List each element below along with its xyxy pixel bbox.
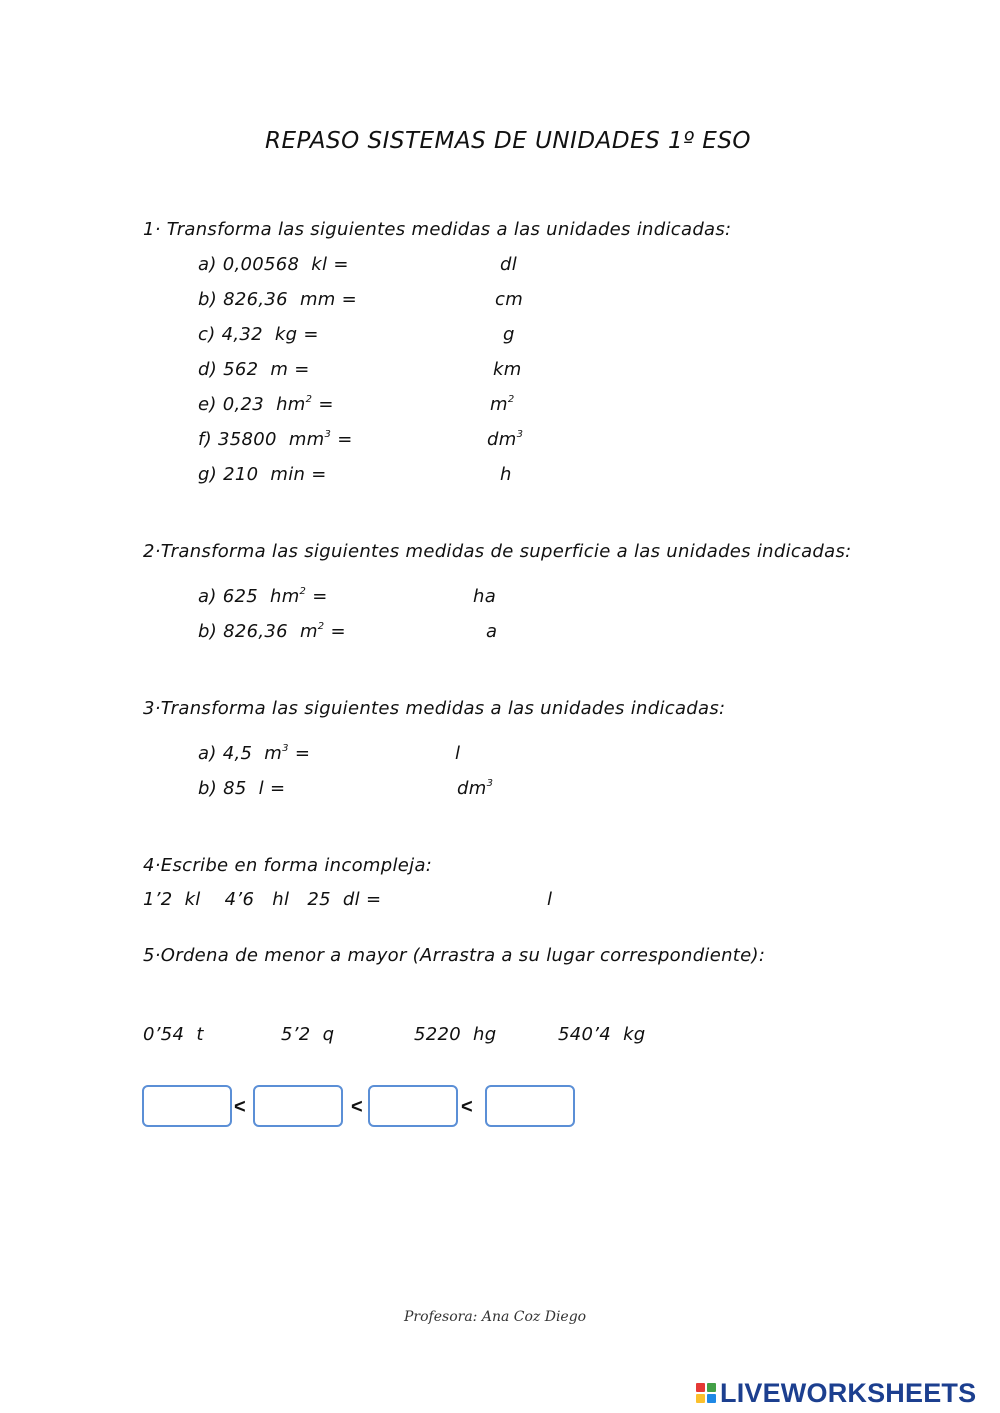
item-letter: b) xyxy=(198,289,218,310)
item-letter: g) xyxy=(198,464,218,485)
target-unit-exponent: 2 xyxy=(507,394,515,405)
target-unit-exponent: 3 xyxy=(516,429,524,440)
item-value: 826,36 xyxy=(223,289,288,310)
equals-sign: = xyxy=(341,289,358,310)
equals-sign: = xyxy=(294,743,311,764)
equals-sign: = xyxy=(303,324,319,345)
item-target-unit xyxy=(495,289,523,310)
item-unit: mm xyxy=(299,289,336,310)
item-target-unit xyxy=(500,254,517,275)
equals-sign: = xyxy=(294,359,310,380)
item-unit-exponent: 3 xyxy=(282,743,289,754)
item-value: 0,00568 xyxy=(222,254,300,275)
equals-sign: = xyxy=(312,586,328,607)
item-value: 85 xyxy=(223,778,247,799)
item-expression xyxy=(198,778,285,799)
q4-prompt: 4·Escribe en forma incompleja: xyxy=(143,855,433,876)
equals-sign: = xyxy=(270,778,286,799)
target-unit-label: dl xyxy=(500,254,518,275)
item-letter: a) xyxy=(198,743,217,764)
q5-quantity-1[interactable]: 0’54 t xyxy=(143,1024,204,1045)
item-expression xyxy=(198,289,357,310)
q5-prompt: 5·Ordena de menor a mayor (Arrastra a su lugar correspondiente): xyxy=(143,945,766,966)
q5-quantity-3[interactable]: 5220 hg xyxy=(414,1024,497,1045)
order-drop-box-1[interactable] xyxy=(142,1085,232,1127)
item-expression xyxy=(198,359,310,380)
equals-sign: = xyxy=(333,254,349,275)
target-unit-label: h xyxy=(500,464,512,485)
item-unit: hm xyxy=(276,394,306,415)
item-expression xyxy=(198,621,346,642)
target-unit-label: dm xyxy=(457,778,487,799)
item-value: 210 xyxy=(223,464,259,485)
item-target-unit xyxy=(490,394,515,415)
equals-sign: = xyxy=(318,394,334,415)
q5-quantity-4[interactable]: 540’4 kg xyxy=(558,1024,646,1045)
equals-sign: = xyxy=(330,621,346,642)
item-unit: m xyxy=(270,359,289,380)
logo-square-yellow xyxy=(696,1394,705,1403)
item-expression xyxy=(198,254,349,275)
item-unit: kl xyxy=(311,254,328,275)
item-expression xyxy=(198,324,319,345)
equals-sign: = xyxy=(337,429,353,450)
item-target-unit xyxy=(455,743,460,764)
target-unit-label: cm xyxy=(495,289,524,310)
target-unit-label: km xyxy=(493,359,522,380)
item-unit-exponent: 2 xyxy=(317,621,325,632)
item-letter: a) xyxy=(198,254,217,275)
item-value: 35800 xyxy=(218,429,277,450)
item-unit-exponent: 2 xyxy=(299,586,307,597)
item-expression xyxy=(198,743,310,764)
target-unit-label: g xyxy=(503,324,515,345)
item-letter: b) xyxy=(198,621,218,642)
item-value: 826,36 xyxy=(223,621,288,642)
logo-square-blue xyxy=(707,1394,716,1403)
item-value: 4,32 xyxy=(221,324,263,345)
item-target-unit xyxy=(503,324,515,345)
q4-expression: 1’2 kl 4’6 hl 25 dl = xyxy=(143,889,382,910)
item-target-unit xyxy=(473,586,496,607)
item-value: 4,5 xyxy=(222,743,253,764)
item-unit: kg xyxy=(274,324,298,345)
order-drop-box-4[interactable] xyxy=(485,1085,575,1127)
target-unit-label: dm xyxy=(487,429,517,450)
q1-prompt: 1· Transforma las siguientes medidas a las unidades indicadas: xyxy=(143,219,732,240)
item-unit-exponent: 3 xyxy=(324,429,332,440)
item-target-unit xyxy=(457,778,493,799)
item-target-unit xyxy=(486,621,497,642)
item-unit: m xyxy=(264,743,283,764)
item-unit: min xyxy=(270,464,306,485)
item-expression xyxy=(198,586,328,607)
order-drop-box-3[interactable] xyxy=(368,1085,458,1127)
item-letter: e) xyxy=(198,394,217,415)
item-target-unit xyxy=(493,359,522,380)
item-letter: b) xyxy=(198,778,218,799)
item-value: 0,23 xyxy=(222,394,265,415)
item-letter: a) xyxy=(198,586,217,607)
q5-quantity-2[interactable]: 5’2 q xyxy=(281,1024,335,1045)
q2-prompt: 2·Transforma las siguientes medidas de superficie a las unidades indicadas: xyxy=(143,541,852,562)
item-target-unit xyxy=(500,464,512,485)
item-unit: hm xyxy=(270,586,300,607)
less-than-sign-2: < xyxy=(351,1096,363,1118)
item-expression xyxy=(198,464,327,485)
equals-sign: = xyxy=(311,464,327,485)
item-letter: f) xyxy=(198,429,212,450)
liveworksheets-logo-text: LIVEWORKSHEETS xyxy=(720,1377,977,1408)
target-unit-exponent: 3 xyxy=(486,778,494,789)
logo-square-green xyxy=(707,1383,716,1392)
order-drop-box-2[interactable] xyxy=(253,1085,343,1127)
liveworksheets-logo-icon xyxy=(696,1383,716,1403)
target-unit-label: l xyxy=(455,743,461,764)
target-unit-label: ha xyxy=(473,586,497,607)
target-unit-label: m xyxy=(490,394,508,415)
item-letter: c) xyxy=(198,324,216,345)
item-value: 625 xyxy=(222,586,258,607)
q4-target-unit: l xyxy=(547,889,553,910)
less-than-sign-1: < xyxy=(234,1096,246,1118)
item-expression xyxy=(198,394,334,415)
item-unit: m xyxy=(299,621,318,642)
item-unit: l xyxy=(258,778,264,799)
item-unit: mm xyxy=(288,429,325,450)
liveworksheets-logo[interactable] xyxy=(696,1378,976,1408)
logo-square-red xyxy=(696,1383,705,1392)
item-letter: d) xyxy=(198,359,218,380)
item-value: 562 xyxy=(223,359,259,380)
q3-prompt: 3·Transforma las siguientes medidas a las unidades indicadas: xyxy=(143,698,726,719)
less-than-sign-3: < xyxy=(461,1096,473,1118)
target-unit-label: a xyxy=(486,621,498,642)
item-target-unit xyxy=(487,429,523,450)
item-expression xyxy=(198,429,353,450)
item-unit-exponent: 2 xyxy=(305,394,313,405)
footer-teacher: Profesora: Ana Coz Diego xyxy=(404,1309,587,1325)
page-title: REPASO SISTEMAS DE UNIDADES 1º ESO xyxy=(265,128,752,154)
